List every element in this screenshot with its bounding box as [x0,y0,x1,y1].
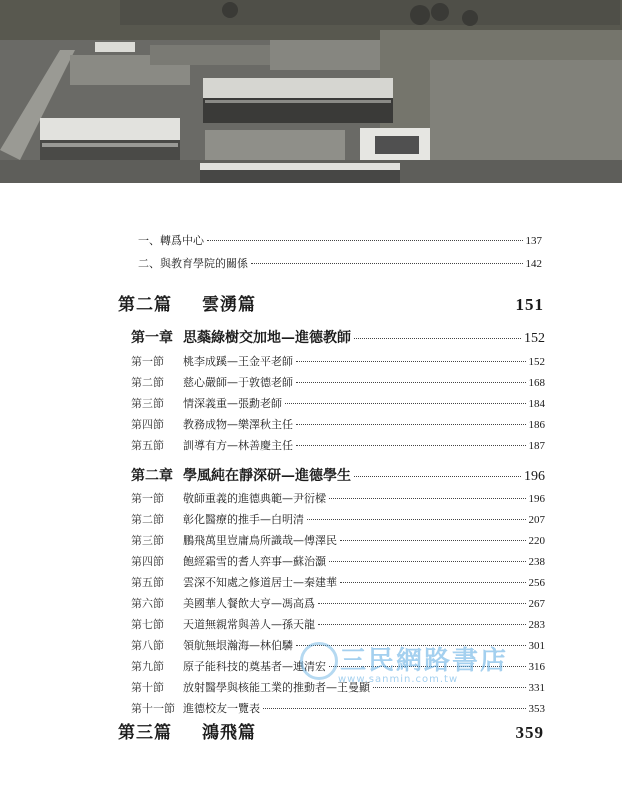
item-title: 進德校友一覽表 [183,702,260,715]
leader-dots [318,624,526,625]
toc-item-row[interactable] [131,553,545,569]
leader-dots [285,403,526,404]
leader-dots [373,687,526,688]
chapter-label: 第二章 [131,468,173,484]
toc-page-number: 196 [528,493,545,505]
chapter-title: 思蘂綠樹交加地—進德教師 [183,330,351,346]
toc-page-number: 152 [528,356,545,368]
toc-part-row[interactable] [118,718,544,743]
leader-dots [296,382,526,383]
toc-page-number: 196 [524,469,545,484]
leader-dots [207,240,523,241]
toc-chapter-row[interactable] [131,465,545,485]
part-label: 第三篇 [118,723,172,743]
toc-item-row[interactable] [131,374,545,390]
item-label: 第七節 [131,618,164,631]
toc-page-number: 186 [528,419,545,431]
toc-item-row[interactable] [131,616,545,632]
toc-page-number: 316 [528,661,545,673]
toc-section-row[interactable] [138,255,542,271]
item-label: 第五節 [131,576,164,589]
item-label: 第六節 [131,597,164,610]
toc-page-number: 187 [528,440,545,452]
toc-page-number: 168 [528,377,545,389]
item-label: 第二節 [131,513,164,526]
toc-page-number: 353 [528,703,545,715]
toc-page-number: 137 [525,235,542,247]
toc-item-row[interactable] [131,532,545,548]
toc-item-row[interactable] [131,511,545,527]
part-label: 第二篇 [118,295,172,315]
toc-section-row[interactable] [138,232,542,248]
toc-page-number: 220 [528,535,545,547]
item-title: 情深義重—張勳老師 [183,397,282,410]
toc-part-row[interactable] [118,290,544,315]
item-title: 慈心嚴師—于敦德老師 [183,376,293,389]
item-label: 第五節 [131,439,164,452]
toc-item-row[interactable] [131,416,545,432]
leader-dots [296,424,526,425]
toc-section-title: 一、轉爲中心 [138,234,204,247]
item-label: 第二節 [131,376,164,389]
leader-dots [296,361,526,362]
part-title: 雲湧篇 [202,295,256,315]
toc-page-number: 184 [528,398,545,410]
toc-page-number: 359 [515,723,544,742]
item-label: 第三節 [131,397,164,410]
toc-item-row[interactable] [131,353,545,369]
toc-page-number: 267 [528,598,545,610]
toc-item-row[interactable] [131,595,545,611]
toc-page-number: 256 [528,577,545,589]
watermark-logo-icon [300,642,338,680]
toc-item-row[interactable] [131,437,545,453]
item-label: 第四節 [131,418,164,431]
chapter-title: 學風純在靜深研—進德學生 [183,468,351,484]
leader-dots [329,561,526,562]
item-label: 第四節 [131,555,164,568]
item-title: 天道無親常與善人—孫天龍 [183,618,315,631]
toc-item-row[interactable] [131,395,545,411]
toc-chapter-row[interactable] [131,327,545,347]
toc-item-row[interactable] [131,574,545,590]
item-title: 飽經霜雪的耆人弈事—蘇治灝 [183,555,326,568]
item-title: 領航無垠瀚海—林伯驎 [183,639,293,652]
item-title: 彰化醫療的推手—白明清 [183,513,304,526]
item-title: 原子能科技的奠基者—連清宏 [183,660,326,673]
toc-section-title: 二、與教育學院的關係 [138,257,248,270]
item-title: 鵬飛萬里豈庸鳥所識哉—傅澤民 [183,534,337,547]
leader-dots [329,498,526,499]
leader-dots [296,445,526,446]
leader-dots [263,708,526,709]
toc-page-number: 151 [515,295,544,314]
item-title: 放射醫學與核能工業的推動者—王曼顯 [183,681,370,694]
toc-item-row[interactable] [131,700,545,716]
watermark-url: www.sanmin.com.tw [338,674,459,685]
item-title: 訓導有方—林善慶主任 [183,439,293,452]
toc-page-number: 301 [528,640,545,652]
item-title: 敬師重義的進德典範—尹衍樑 [183,492,326,505]
chapter-label: 第一章 [131,330,173,346]
watermark-text: 三民網路書店 [340,646,509,676]
item-label: 第十一節 [131,702,175,715]
toc-page-number: 331 [528,682,545,694]
toc-page-number: 283 [528,619,545,631]
leader-dots [354,338,521,339]
leader-dots [354,476,521,477]
item-title: 桃李成蹊—王金平老師 [183,355,293,368]
toc-item-row[interactable] [131,490,545,506]
item-title: 雲深不知處之修道居士—秦建華 [183,576,337,589]
toc-page-number: 238 [528,556,545,568]
leader-dots [251,263,523,264]
leader-dots [340,582,526,583]
toc-page-number: 152 [524,331,545,346]
toc-page-number: 142 [525,258,542,270]
item-label: 第九節 [131,660,164,673]
leader-dots [340,540,526,541]
item-label: 第十節 [131,681,164,694]
part-title: 鴻飛篇 [202,723,256,743]
item-title: 教務成物—樂澤秋主任 [183,418,293,431]
item-label: 第八節 [131,639,164,652]
item-title: 美國華人餐飲大亨—馮高爲 [183,597,315,610]
item-label: 第一節 [131,355,164,368]
item-label: 第一節 [131,492,164,505]
leader-dots [318,603,526,604]
item-label: 第三節 [131,534,164,547]
leader-dots [307,519,526,520]
toc-page-number: 207 [528,514,545,526]
